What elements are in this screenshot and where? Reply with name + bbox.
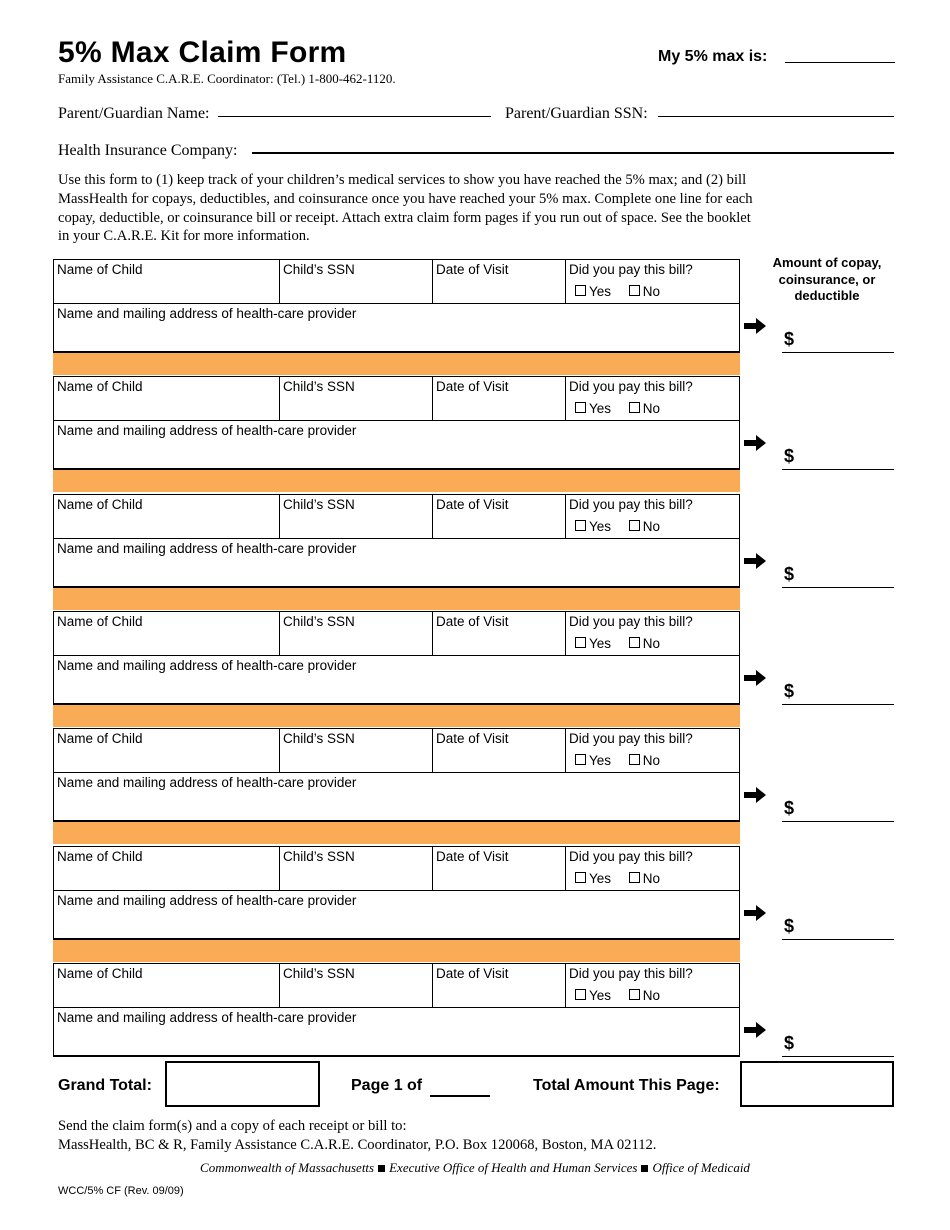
arrow-right-icon: [744, 435, 766, 451]
visit-date-label: Date of Visit: [436, 379, 509, 394]
no-label: No: [642, 871, 661, 886]
footer-commonwealth: Commonwealth of Massachusetts: [200, 1160, 375, 1175]
child-name-label: Name of Child: [57, 966, 143, 981]
child-ssn-label: Child’s SSN: [283, 262, 355, 277]
claim-info-row: [53, 259, 740, 304]
provider-field[interactable]: [53, 420, 740, 470]
child-ssn-label: Child’s SSN: [283, 497, 355, 512]
paid-yes-checkbox[interactable]: [575, 872, 586, 883]
visit-date-label: Date of Visit: [436, 262, 509, 277]
footer-agencies: [0, 1160, 950, 1176]
paid-question: Did you pay this bill?: [569, 262, 693, 277]
visit-date-label: Date of Visit: [436, 849, 509, 864]
paid-question: Did you pay this bill?: [569, 379, 693, 394]
paid-field: [566, 612, 739, 655]
child-name-field[interactable]: [54, 964, 279, 1007]
visit-date-label: Date of Visit: [436, 731, 509, 746]
provider-field[interactable]: [53, 303, 740, 353]
paid-question: Did you pay this bill?: [569, 614, 693, 629]
paid-no-checkbox[interactable]: [629, 989, 640, 1000]
provider-field[interactable]: [53, 655, 740, 705]
dollar-sign: $: [784, 564, 795, 584]
child-name-field[interactable]: [54, 612, 279, 655]
claim-info-row: [53, 376, 740, 421]
paid-field: [566, 260, 739, 303]
paid-no-checkbox[interactable]: [629, 754, 640, 765]
dollar-sign: $: [784, 329, 795, 349]
provider-label: Name and mailing address of health-care provider: [57, 541, 357, 556]
claim-info-row: [53, 846, 740, 891]
form-title: 5% Max Claim Form: [58, 36, 347, 69]
provider-field[interactable]: [53, 538, 740, 588]
amount-input[interactable]: [782, 939, 894, 940]
visit-date-field[interactable]: [433, 495, 565, 538]
child-name-label: Name of Child: [57, 262, 143, 277]
page-total-box[interactable]: [740, 1061, 894, 1107]
grand-total-label: Grand Total:: [58, 1077, 152, 1094]
separator-band: [53, 822, 740, 844]
yes-label: Yes: [589, 519, 612, 534]
dollar-sign: $: [784, 1033, 795, 1053]
paid-yes-checkbox[interactable]: [575, 285, 586, 296]
child-ssn-label: Child’s SSN: [283, 379, 355, 394]
child-ssn-field[interactable]: [280, 729, 432, 772]
no-label: No: [642, 401, 661, 416]
paid-no-checkbox[interactable]: [629, 402, 640, 413]
paid-field: [566, 495, 739, 538]
arrow-right-icon: [744, 1022, 766, 1038]
paid-question: Did you pay this bill?: [569, 966, 693, 981]
dollar-sign: $: [784, 446, 795, 466]
claim-info-row: [53, 728, 740, 773]
amount-input[interactable]: [782, 587, 894, 588]
child-name-label: Name of Child: [57, 849, 143, 864]
arrow-right-icon: [744, 787, 766, 803]
yes-label: Yes: [589, 988, 612, 1003]
visit-date-field[interactable]: [433, 847, 565, 890]
no-label: No: [642, 636, 661, 651]
child-name-label: Name of Child: [57, 614, 143, 629]
child-ssn-field[interactable]: [280, 260, 432, 303]
dollar-sign: $: [784, 916, 795, 936]
child-name-field[interactable]: [54, 377, 279, 420]
provider-field[interactable]: [53, 772, 740, 822]
child-name-field[interactable]: [54, 495, 279, 538]
yes-label: Yes: [589, 753, 612, 768]
max-input-line[interactable]: [785, 62, 895, 63]
coordinator-phone: Family Assistance C.A.R.E. Coordinator: (Tel.) 1-800-462-1120.: [58, 71, 396, 86]
paid-field: [566, 964, 739, 1007]
amount-input[interactable]: [782, 1056, 894, 1057]
page-count-input[interactable]: [430, 1095, 490, 1097]
provider-label: Name and mailing address of health-care provider: [57, 306, 357, 321]
separator-band: [53, 705, 740, 727]
guardian-name-input[interactable]: [218, 116, 491, 117]
amount-input[interactable]: [782, 352, 894, 353]
provider-label: Name and mailing address of health-care provider: [57, 775, 357, 790]
visit-date-field[interactable]: [433, 612, 565, 655]
no-label: No: [642, 284, 661, 299]
child-name-field[interactable]: [54, 847, 279, 890]
child-ssn-field[interactable]: [280, 495, 432, 538]
paid-no-checkbox[interactable]: [629, 872, 640, 883]
separator-band: [53, 940, 740, 962]
paid-question: Did you pay this bill?: [569, 849, 693, 864]
child-ssn-label: Child’s SSN: [283, 849, 355, 864]
paid-field: [566, 729, 739, 772]
yes-label: Yes: [589, 401, 612, 416]
paid-no-checkbox[interactable]: [629, 520, 640, 531]
child-name-field[interactable]: [54, 260, 279, 303]
visit-date-label: Date of Visit: [436, 497, 509, 512]
paid-yes-checkbox[interactable]: [575, 520, 586, 531]
amount-input[interactable]: [782, 704, 894, 705]
visit-date-label: Date of Visit: [436, 614, 509, 629]
square-bullet-icon: [641, 1165, 648, 1172]
child-ssn-field[interactable]: [280, 377, 432, 420]
footer-eohhs: Executive Office of Health and Human Services: [389, 1160, 638, 1175]
insurance-label: Health Insurance Company:: [58, 142, 238, 159]
provider-field[interactable]: [53, 1007, 740, 1057]
amount-input[interactable]: [782, 821, 894, 822]
dollar-sign: $: [784, 681, 795, 701]
child-ssn-field[interactable]: [280, 964, 432, 1007]
visit-date-label: Date of Visit: [436, 966, 509, 981]
arrow-right-icon: [744, 905, 766, 921]
child-ssn-label: Child’s SSN: [283, 731, 355, 746]
guardian-ssn-label: Parent/Guardian SSN:: [505, 105, 648, 122]
provider-label: Name and mailing address of health-care provider: [57, 1010, 357, 1025]
max-label: My 5% max is:: [658, 48, 768, 65]
child-ssn-field[interactable]: [280, 612, 432, 655]
no-label: No: [642, 753, 661, 768]
paid-question: Did you pay this bill?: [569, 731, 693, 746]
arrow-right-icon: [744, 318, 766, 334]
separator-band: [53, 470, 740, 492]
yes-label: Yes: [589, 284, 612, 299]
claim-info-row: [53, 494, 740, 539]
child-name-field[interactable]: [54, 729, 279, 772]
provider-label: Name and mailing address of health-care provider: [57, 893, 357, 908]
yes-label: Yes: [589, 871, 612, 886]
mailing-instructions: [58, 1117, 656, 1155]
paid-yes-checkbox[interactable]: [575, 402, 586, 413]
provider-label: Name and mailing address of health-care provider: [57, 423, 357, 438]
paid-yes-checkbox[interactable]: [575, 989, 586, 1000]
claim-info-row: [53, 963, 740, 1008]
amount-column-header: Amount of copay, coinsurance, or deductible: [772, 255, 882, 303]
paid-field: [566, 847, 739, 890]
page-label: Page 1 of: [351, 1077, 423, 1094]
paid-yes-checkbox[interactable]: [575, 637, 586, 648]
provider-field[interactable]: [53, 890, 740, 940]
yes-label: Yes: [589, 636, 612, 651]
paid-question: Did you pay this bill?: [569, 497, 693, 512]
page-total-label: Total Amount This Page:: [533, 1077, 720, 1094]
mailing-address: MassHealth, BC & R, Family Assistance C.A.R.E. Coordinator, P.O. Box 120068, Boston, MA 02112.: [58, 1137, 657, 1153]
grand-total-box[interactable]: [165, 1061, 320, 1107]
claim-info-row: [53, 611, 740, 656]
paid-field: [566, 377, 739, 420]
paid-yes-checkbox[interactable]: [575, 754, 586, 765]
paid-no-checkbox[interactable]: [629, 285, 640, 296]
no-label: No: [642, 519, 661, 534]
dollar-sign: $: [784, 798, 795, 818]
visit-date-field[interactable]: [433, 964, 565, 1007]
square-bullet-icon: [378, 1165, 385, 1172]
child-ssn-field[interactable]: [280, 847, 432, 890]
form-number: WCC/5% CF (Rev. 09/09): [58, 1185, 184, 1197]
paid-no-checkbox[interactable]: [629, 637, 640, 648]
separator-band: [53, 353, 740, 375]
separator-band: [53, 588, 740, 610]
child-ssn-label: Child’s SSN: [283, 966, 355, 981]
visit-date-field[interactable]: [433, 729, 565, 772]
child-name-label: Name of Child: [57, 497, 143, 512]
guardian-name-label: Parent/Guardian Name:: [58, 105, 210, 122]
amount-input[interactable]: [782, 469, 894, 470]
no-label: No: [642, 988, 661, 1003]
mailing-line-1: Send the claim form(s) and a copy of each receipt or bill to:: [58, 1118, 407, 1134]
child-ssn-label: Child’s SSN: [283, 614, 355, 629]
insurance-input[interactable]: [252, 152, 894, 154]
provider-label: Name and mailing address of health-care provider: [57, 658, 357, 673]
guardian-ssn-input[interactable]: [658, 116, 894, 117]
child-name-label: Name of Child: [57, 731, 143, 746]
instructions: Use this form to (1) keep track of your children’s medical services to show you have reached the 5% max; and (2) bill MassHealth for copays, deductibles, and coinsurance once you have reached your 5% max. Complete one line for each copay, deductible, or coinsurance bill or receipt. Attach extra claim form pages if you run out of space. See the booklet in your C.A.R.E. Kit for more information.: [58, 172, 753, 245]
child-name-label: Name of Child: [57, 379, 143, 394]
visit-date-field[interactable]: [433, 377, 565, 420]
arrow-right-icon: [744, 553, 766, 569]
footer-medicaid: Office of Medicaid: [652, 1160, 750, 1175]
visit-date-field[interactable]: [433, 260, 565, 303]
arrow-right-icon: [744, 670, 766, 686]
